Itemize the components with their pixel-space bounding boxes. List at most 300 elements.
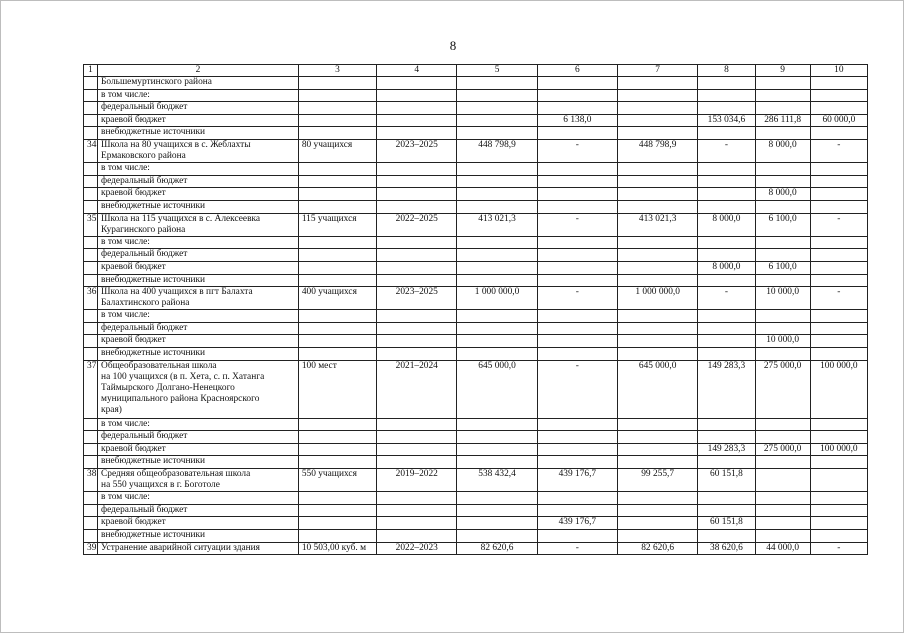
value-cell bbox=[457, 348, 537, 361]
value-cell bbox=[698, 530, 755, 543]
value-cell: 439 176,7 bbox=[537, 469, 617, 492]
sub-row bbox=[84, 274, 868, 287]
value-cell bbox=[755, 431, 810, 444]
row-number-cell bbox=[84, 114, 98, 127]
column-header: 3 bbox=[298, 65, 376, 77]
project-name-line: Курагинского района bbox=[101, 224, 186, 235]
project-name-line: на 550 учащихся в г. Боготоле bbox=[101, 480, 220, 491]
value-cell bbox=[698, 102, 755, 115]
column-header: 2 bbox=[98, 65, 299, 77]
value-cell: - bbox=[537, 287, 617, 310]
value-cell bbox=[618, 431, 698, 444]
value-cell bbox=[755, 310, 810, 323]
value-cell bbox=[298, 504, 376, 517]
row-number-cell bbox=[84, 310, 98, 323]
sub-row bbox=[84, 249, 868, 262]
value-cell bbox=[537, 322, 617, 335]
value-cell bbox=[537, 504, 617, 517]
budget-table-body bbox=[84, 65, 868, 555]
value-cell bbox=[377, 274, 457, 287]
value-cell bbox=[755, 492, 810, 505]
column-header: 9 bbox=[755, 65, 810, 77]
value-cell bbox=[457, 274, 537, 287]
value-cell bbox=[537, 431, 617, 444]
value-cell bbox=[810, 469, 867, 492]
value-cell bbox=[457, 418, 537, 431]
row-number-cell bbox=[84, 127, 98, 140]
row-number-cell bbox=[84, 431, 98, 444]
value-cell bbox=[810, 89, 867, 102]
sub-label-cell: в том числе: bbox=[98, 310, 299, 323]
sub-row bbox=[84, 348, 868, 361]
value-cell bbox=[618, 200, 698, 213]
value-cell bbox=[457, 517, 537, 530]
value-cell bbox=[377, 175, 457, 188]
continuation-row bbox=[84, 77, 868, 90]
value-cell bbox=[537, 456, 617, 469]
value-cell bbox=[755, 163, 810, 176]
project-name-line: Балахтинского района bbox=[101, 298, 190, 309]
value-cell bbox=[810, 261, 867, 274]
value-cell bbox=[377, 456, 457, 469]
row-number-cell bbox=[84, 188, 98, 201]
sub-label-cell: внебюджетные источники bbox=[98, 456, 299, 469]
value-cell bbox=[810, 456, 867, 469]
sub-label-cell: федеральный бюджет bbox=[98, 249, 299, 262]
value-cell bbox=[698, 163, 755, 176]
sub-row bbox=[84, 261, 868, 274]
value-cell bbox=[457, 456, 537, 469]
value-cell: 44 000,0 bbox=[755, 542, 810, 555]
row-number-cell bbox=[84, 163, 98, 176]
project-row bbox=[84, 542, 868, 555]
value-cell: 60 000,0 bbox=[810, 114, 867, 127]
value-cell bbox=[698, 274, 755, 287]
row-number-cell bbox=[84, 492, 98, 505]
value-cell bbox=[698, 127, 755, 140]
value-cell bbox=[377, 114, 457, 127]
sub-row bbox=[84, 102, 868, 115]
value-cell bbox=[755, 102, 810, 115]
value-cell bbox=[618, 261, 698, 274]
value-cell bbox=[537, 443, 617, 456]
sub-row bbox=[84, 200, 868, 213]
value-cell bbox=[298, 322, 376, 335]
row-number-cell bbox=[84, 443, 98, 456]
value-cell bbox=[810, 163, 867, 176]
value-cell bbox=[810, 348, 867, 361]
value-cell bbox=[810, 236, 867, 249]
value-cell bbox=[537, 236, 617, 249]
value-cell bbox=[755, 249, 810, 262]
sub-label-cell: федеральный бюджет bbox=[98, 504, 299, 517]
name-cell: Большемуртинского района bbox=[98, 77, 299, 90]
project-name-line: Школа на 115 учащихся в с. Алексеевка bbox=[101, 213, 261, 224]
value-cell bbox=[698, 418, 755, 431]
project-name-cell bbox=[98, 213, 299, 236]
value-cell bbox=[377, 127, 457, 140]
value-cell bbox=[618, 310, 698, 323]
value-cell: 149 283,3 bbox=[698, 360, 755, 418]
sub-row bbox=[84, 335, 868, 348]
value-cell bbox=[537, 530, 617, 543]
value-cell: 413 021,3 bbox=[457, 213, 537, 236]
value-cell bbox=[810, 517, 867, 530]
value-cell bbox=[537, 418, 617, 431]
value-cell bbox=[457, 89, 537, 102]
value-cell bbox=[537, 127, 617, 140]
value-cell bbox=[618, 443, 698, 456]
value-cell bbox=[298, 274, 376, 287]
value-cell bbox=[698, 175, 755, 188]
value-cell bbox=[457, 127, 537, 140]
row-number-cell bbox=[84, 261, 98, 274]
value-cell bbox=[810, 431, 867, 444]
value-cell bbox=[618, 456, 698, 469]
row-number-cell: 38 bbox=[84, 469, 98, 492]
sub-label-cell: в том числе: bbox=[98, 492, 299, 505]
value-cell bbox=[377, 418, 457, 431]
sub-label-cell: федеральный бюджет bbox=[98, 102, 299, 115]
capacity-cell: 400 учащихся bbox=[298, 287, 376, 310]
value-cell bbox=[298, 530, 376, 543]
value-cell bbox=[810, 322, 867, 335]
value-cell bbox=[755, 89, 810, 102]
value-cell: 60 151,8 bbox=[698, 517, 755, 530]
period-cell: 2022–2025 bbox=[377, 213, 457, 236]
value-cell bbox=[298, 127, 376, 140]
value-cell: 10 000,0 bbox=[755, 287, 810, 310]
value-cell bbox=[810, 418, 867, 431]
value-cell bbox=[618, 127, 698, 140]
value-cell bbox=[698, 236, 755, 249]
column-header: 8 bbox=[698, 65, 755, 77]
value-cell bbox=[755, 517, 810, 530]
project-name-cell bbox=[98, 139, 299, 162]
row-number-cell: 34 bbox=[84, 139, 98, 162]
value-cell bbox=[810, 492, 867, 505]
sub-row bbox=[84, 163, 868, 176]
value-cell bbox=[377, 261, 457, 274]
value-cell bbox=[377, 504, 457, 517]
period-cell: 2023–2025 bbox=[377, 139, 457, 162]
value-cell bbox=[810, 274, 867, 287]
value-cell bbox=[755, 322, 810, 335]
value-cell bbox=[537, 163, 617, 176]
value-cell bbox=[618, 335, 698, 348]
value-cell bbox=[537, 102, 617, 115]
value-cell: 8 000,0 bbox=[755, 188, 810, 201]
column-header: 5 bbox=[457, 65, 537, 77]
value-cell bbox=[755, 236, 810, 249]
sub-row bbox=[84, 89, 868, 102]
project-name-cell: Устранение аварийной ситуации здания bbox=[98, 542, 299, 555]
value-cell bbox=[618, 236, 698, 249]
value-cell bbox=[298, 89, 376, 102]
value-cell bbox=[698, 200, 755, 213]
value-cell: 100 000,0 bbox=[810, 360, 867, 418]
column-header: 4 bbox=[377, 65, 457, 77]
row-number-cell bbox=[84, 517, 98, 530]
row-number-cell bbox=[84, 249, 98, 262]
value-cell: 413 021,3 bbox=[618, 213, 698, 236]
row-number-cell: 36 bbox=[84, 287, 98, 310]
value-cell: - bbox=[810, 139, 867, 162]
sub-label-cell: краевой бюджет bbox=[98, 114, 299, 127]
sub-label-cell: внебюджетные источники bbox=[98, 200, 299, 213]
sub-label-cell: краевой бюджет bbox=[98, 443, 299, 456]
row-number-cell bbox=[84, 200, 98, 213]
row-number-cell: 37 bbox=[84, 360, 98, 418]
value-cell: 275 000,0 bbox=[755, 443, 810, 456]
capacity-cell: 115 учащихся bbox=[298, 213, 376, 236]
value-cell bbox=[618, 274, 698, 287]
sub-label-cell: внебюджетные источники bbox=[98, 348, 299, 361]
sub-row bbox=[84, 322, 868, 335]
value-cell bbox=[298, 188, 376, 201]
value-cell: 448 798,9 bbox=[457, 139, 537, 162]
sub-row bbox=[84, 492, 868, 505]
project-row bbox=[84, 469, 868, 492]
capacity-cell: 80 учащихся bbox=[298, 139, 376, 162]
value-cell bbox=[457, 335, 537, 348]
value-cell bbox=[537, 261, 617, 274]
row-number-cell: 35 bbox=[84, 213, 98, 236]
value-cell: 286 111,8 bbox=[755, 114, 810, 127]
value-cell bbox=[698, 348, 755, 361]
value-cell bbox=[698, 188, 755, 201]
value-cell bbox=[618, 418, 698, 431]
value-cell: 8 000,0 bbox=[698, 261, 755, 274]
value-cell bbox=[298, 418, 376, 431]
value-cell: 645 000,0 bbox=[457, 360, 537, 418]
period-cell: 2022–2023 bbox=[377, 542, 457, 555]
value-cell bbox=[537, 175, 617, 188]
value-cell: 10 000,0 bbox=[755, 335, 810, 348]
sub-label-cell: в том числе: bbox=[98, 418, 299, 431]
project-name-line: Школа на 400 учащихся в пгт Балахта bbox=[101, 287, 253, 298]
value-cell bbox=[755, 418, 810, 431]
project-name-line: Таймырского Долгано-Ненецкого bbox=[101, 382, 235, 393]
value-cell bbox=[537, 310, 617, 323]
value-cell bbox=[618, 322, 698, 335]
value-cell: 100 000,0 bbox=[810, 443, 867, 456]
value-cell bbox=[298, 261, 376, 274]
value-cell bbox=[618, 249, 698, 262]
value-cell bbox=[457, 261, 537, 274]
value-cell bbox=[377, 517, 457, 530]
column-header: 6 bbox=[537, 65, 617, 77]
column-header: 1 bbox=[84, 65, 98, 77]
value-cell bbox=[810, 188, 867, 201]
sub-label-cell: внебюджетные источники bbox=[98, 530, 299, 543]
value-cell bbox=[457, 492, 537, 505]
value-cell: 448 798,9 bbox=[618, 139, 698, 162]
value-cell bbox=[698, 310, 755, 323]
value-cell bbox=[457, 114, 537, 127]
value-cell bbox=[698, 492, 755, 505]
value-cell bbox=[810, 102, 867, 115]
page-number: 8 bbox=[449, 38, 457, 53]
sub-label-cell: в том числе: bbox=[98, 89, 299, 102]
value-cell: 6 138,0 bbox=[537, 114, 617, 127]
value-cell bbox=[537, 335, 617, 348]
value-cell bbox=[457, 163, 537, 176]
value-cell bbox=[698, 504, 755, 517]
sub-label-cell: в том числе: bbox=[98, 163, 299, 176]
period-cell: 2023–2025 bbox=[377, 287, 457, 310]
project-name-cell bbox=[98, 287, 299, 310]
value-cell bbox=[457, 249, 537, 262]
sub-label-cell: федеральный бюджет bbox=[98, 431, 299, 444]
value-cell bbox=[537, 249, 617, 262]
project-name-cell bbox=[98, 360, 299, 418]
value-cell bbox=[810, 175, 867, 188]
sub-row bbox=[84, 443, 868, 456]
value-cell bbox=[755, 127, 810, 140]
value-cell bbox=[377, 77, 457, 90]
value-cell bbox=[457, 322, 537, 335]
value-cell bbox=[457, 188, 537, 201]
value-cell bbox=[755, 274, 810, 287]
value-cell bbox=[537, 274, 617, 287]
row-number-cell bbox=[84, 335, 98, 348]
value-cell bbox=[618, 102, 698, 115]
value-cell: 153 034,6 bbox=[698, 114, 755, 127]
value-cell bbox=[377, 236, 457, 249]
value-cell bbox=[755, 530, 810, 543]
value-cell bbox=[698, 249, 755, 262]
row-number-cell bbox=[84, 504, 98, 517]
project-row bbox=[84, 360, 868, 418]
row-number-cell bbox=[84, 89, 98, 102]
project-name-line: на 100 учащихся (в п. Хета, с. п. Хатанга bbox=[101, 371, 265, 382]
value-cell bbox=[537, 188, 617, 201]
value-cell bbox=[698, 335, 755, 348]
value-cell bbox=[377, 443, 457, 456]
budget-table bbox=[83, 64, 868, 555]
value-cell bbox=[618, 89, 698, 102]
value-cell bbox=[457, 431, 537, 444]
row-number-cell bbox=[84, 418, 98, 431]
value-cell bbox=[377, 249, 457, 262]
project-name-line: Общеобразовательная школа bbox=[101, 360, 217, 371]
sub-row bbox=[84, 517, 868, 530]
value-cell: 1 000 000,0 bbox=[618, 287, 698, 310]
value-cell: - bbox=[537, 213, 617, 236]
value-cell bbox=[457, 200, 537, 213]
value-cell bbox=[377, 335, 457, 348]
sub-row bbox=[84, 127, 868, 140]
value-cell bbox=[457, 530, 537, 543]
project-name-line: Школа на 80 учащихся в с. Жеблахты bbox=[101, 139, 251, 150]
value-cell bbox=[537, 348, 617, 361]
value-cell bbox=[810, 335, 867, 348]
value-cell: - bbox=[810, 287, 867, 310]
value-cell: 8 000,0 bbox=[755, 139, 810, 162]
value-cell: - bbox=[537, 139, 617, 162]
sub-row bbox=[84, 530, 868, 543]
sub-label-cell: федеральный бюджет bbox=[98, 175, 299, 188]
project-row bbox=[84, 287, 868, 310]
value-cell bbox=[377, 102, 457, 115]
value-cell: - bbox=[698, 139, 755, 162]
value-cell bbox=[377, 322, 457, 335]
value-cell: - bbox=[537, 542, 617, 555]
sub-label-cell: краевой бюджет bbox=[98, 188, 299, 201]
value-cell: - bbox=[537, 360, 617, 418]
value-cell bbox=[755, 456, 810, 469]
value-cell bbox=[618, 517, 698, 530]
value-cell bbox=[377, 163, 457, 176]
value-cell bbox=[810, 504, 867, 517]
value-cell: 99 255,7 bbox=[618, 469, 698, 492]
value-cell bbox=[755, 200, 810, 213]
value-cell: 6 100,0 bbox=[755, 261, 810, 274]
row-number-cell bbox=[84, 530, 98, 543]
value-cell bbox=[298, 175, 376, 188]
value-cell: 8 000,0 bbox=[698, 213, 755, 236]
value-cell bbox=[810, 77, 867, 90]
project-name-line: края) bbox=[101, 404, 122, 415]
row-number-cell: 39 bbox=[84, 542, 98, 555]
value-cell bbox=[298, 492, 376, 505]
value-cell bbox=[810, 530, 867, 543]
value-cell bbox=[698, 77, 755, 90]
value-cell bbox=[810, 310, 867, 323]
value-cell bbox=[377, 530, 457, 543]
value-cell: 82 620,6 bbox=[618, 542, 698, 555]
row-number-cell bbox=[84, 274, 98, 287]
value-cell bbox=[810, 249, 867, 262]
value-cell bbox=[298, 348, 376, 361]
period-cell: 2019–2022 bbox=[377, 469, 457, 492]
value-cell bbox=[298, 236, 376, 249]
value-cell: - bbox=[810, 542, 867, 555]
value-cell bbox=[298, 431, 376, 444]
value-cell bbox=[537, 200, 617, 213]
value-cell: - bbox=[698, 287, 755, 310]
sub-row bbox=[84, 236, 868, 249]
capacity-cell: 100 мест bbox=[298, 360, 376, 418]
value-cell bbox=[298, 517, 376, 530]
value-cell bbox=[755, 469, 810, 492]
value-cell bbox=[377, 89, 457, 102]
value-cell bbox=[698, 456, 755, 469]
value-cell bbox=[810, 200, 867, 213]
value-cell bbox=[698, 431, 755, 444]
value-cell bbox=[298, 77, 376, 90]
sub-label-cell: краевой бюджет bbox=[98, 517, 299, 530]
sub-row bbox=[84, 188, 868, 201]
row-number-cell bbox=[84, 322, 98, 335]
value-cell bbox=[537, 492, 617, 505]
value-cell bbox=[457, 443, 537, 456]
value-cell: 645 000,0 bbox=[618, 360, 698, 418]
value-cell bbox=[618, 114, 698, 127]
sub-row bbox=[84, 418, 868, 431]
row-number-cell bbox=[84, 77, 98, 90]
sub-row bbox=[84, 175, 868, 188]
row-number-cell bbox=[84, 102, 98, 115]
value-cell bbox=[457, 504, 537, 517]
capacity-cell: 10 503,00 куб. м bbox=[298, 542, 376, 555]
project-name-line: муниципального района Красноярского bbox=[101, 393, 260, 404]
column-number-row bbox=[84, 65, 868, 77]
column-header: 7 bbox=[618, 65, 698, 77]
value-cell bbox=[618, 77, 698, 90]
value-cell: 6 100,0 bbox=[755, 213, 810, 236]
